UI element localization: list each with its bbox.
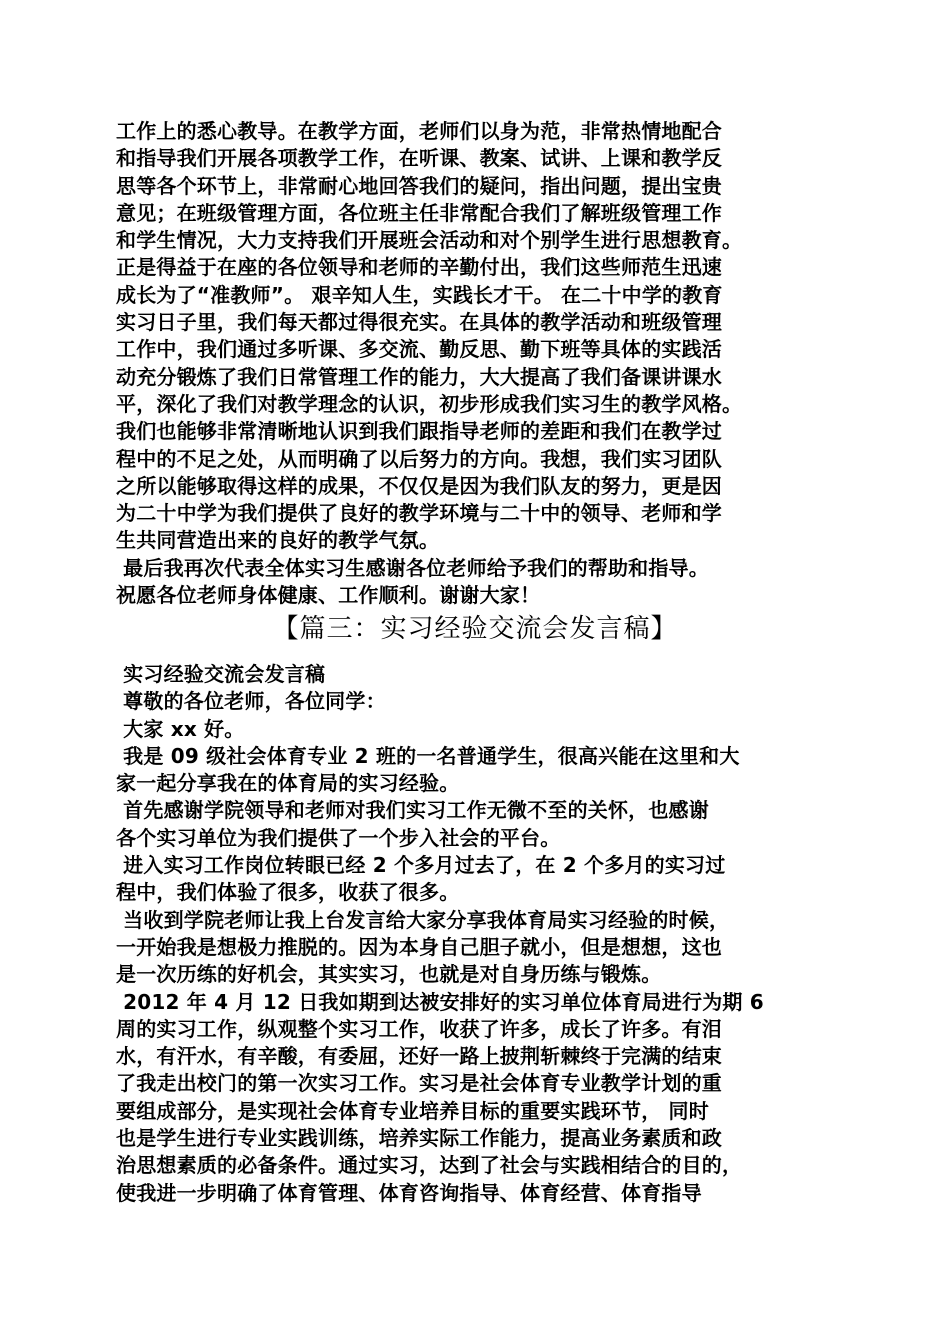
text-line: 工作上的悉心教导。在教学方面，老师们以身为范，非常热情地配合 — [116, 119, 722, 143]
text-line: 意见；在班级管理方面，各位班主任非常配合我们了解班级管理工作 — [116, 200, 722, 225]
text-line: 和指导我们开展各项教学工作，在听课、教案、试讲、上课和教学反 — [116, 146, 722, 171]
text-line: 思等各个环节上，非常耐心地回答我们的疑问，指出问题，提出宝贵 — [116, 173, 722, 198]
text-line: 祝愿各位老师身体健康、工作顺利。谢谢大家！ — [116, 583, 541, 608]
text-line: 我们也能够非常清晰地认识到我们跟指导老师的差距和我们在教学过 — [116, 419, 722, 444]
speech-text — [116, 661, 856, 1207]
section-heading: 【篇三：实习经验交流会发言稿】 — [272, 614, 678, 644]
text-line: 也是学生进行专业实践训练，培养实际工作能力，提高业务素质和政 — [116, 1126, 722, 1151]
text-line: 实习经验交流会发言稿 — [116, 662, 326, 686]
text-line: 我是 09 级社会体育专业 2 班的一名普通学生，很高兴能在这里和大 — [116, 743, 740, 768]
text-line: 水，有汗水，有辛酸，有委屈，还好一路上披荆斩棘终于完满的结束 — [116, 1044, 722, 1069]
text-line: 动充分锻炼了我们日常管理工作的能力，大大提高了我们备课讲课水 — [116, 364, 722, 389]
text-line: 2012 年 4 月 12 日我如期到达被安排好的实习单位体育局进行为期 6 — [116, 989, 764, 1014]
text-line: 程中的不足之处，从而明确了以后努力的方向。我想，我们实习团队 — [116, 446, 722, 471]
text-line: 成长为了“准教师”。 艰辛知人生，实践长才干。 在二十中学的教育 — [116, 282, 723, 307]
text-line: 是一次历练的好机会，其实实习，也就是对自身历练与锻炼。 — [116, 962, 662, 987]
text-line: 尊敬的各位老师，各位同学： — [116, 689, 386, 714]
text-line: 各个实习单位为我们提供了一个步入社会的平台。 — [116, 825, 561, 850]
text-line: 程中，我们体验了很多，收获了很多。 — [116, 880, 460, 905]
body-text-continuation — [116, 118, 856, 609]
text-line: 周的实习工作，纵观整个实习工作，收获了许多，成长了许多。有泪 — [116, 1016, 722, 1041]
text-line: 首先感谢学院领导和老师对我们实习工作无微不至的关怀，也感谢 — [116, 798, 709, 823]
text-line: 之所以能够取得这样的成果，不仅仅是因为我们队友的努力，更是因 — [116, 473, 722, 498]
text-line: 平，深化了我们对教学理念的认识，初步形成我们实习生的教学风格。 — [116, 391, 743, 416]
text-line: 工作中，我们通过多听课、多交流、勤反思、勤下班等具体的实践活 — [116, 337, 722, 362]
text-line: 实习日子里，我们每天都过得很充实。在具体的教学活动和班级管理 — [116, 310, 722, 335]
text-line: 要组成部分，是实现社会体育专业培养目标的重要实践环节， 同时 — [116, 1098, 709, 1123]
text-line: 了我走出校门的第一次实习工作。实习是社会体育专业教学计划的重 — [116, 1071, 722, 1096]
text-line: 进入实习工作岗位转眼已经 2 个多月过去了，在 2 个多月的实习过 — [116, 853, 726, 878]
text-line: 和学生情况，大力支持我们开展班会活动和对个别学生进行思想教育。 — [116, 228, 743, 253]
text-line: 最后我再次代表全体实习生感谢各位老师给予我们的帮助和指导。 — [116, 555, 709, 580]
text-line: 家一起分享我在的体育局的实习经验。 — [116, 771, 460, 796]
text-line: 为二十中学为我们提供了良好的教学环境与二十中的领导、老师和学 — [116, 501, 722, 526]
text-line: 生共同营造出来的良好的教学气氛。 — [116, 528, 440, 553]
text-line: 正是得益于在座的各位领导和老师的辛勤付出，我们这些师范生迅速 — [116, 255, 722, 280]
text-line: 使我进一步明确了体育管理、体育咨询指导、体育经营、体育指导 — [116, 1180, 702, 1205]
text-line: 大家 xx 好。 — [116, 716, 245, 741]
text-line: 当收到学院老师让我上台发言给大家分享我体育局实习经验的时候， — [116, 907, 730, 932]
text-line: 治思想素质的必备条件。通过实习，达到了社会与实践相结合的目的， — [116, 1153, 743, 1178]
text-line: 一开始我是想极力推脱的。因为本身自己胆子就小，但是想想，这也 — [116, 934, 722, 959]
